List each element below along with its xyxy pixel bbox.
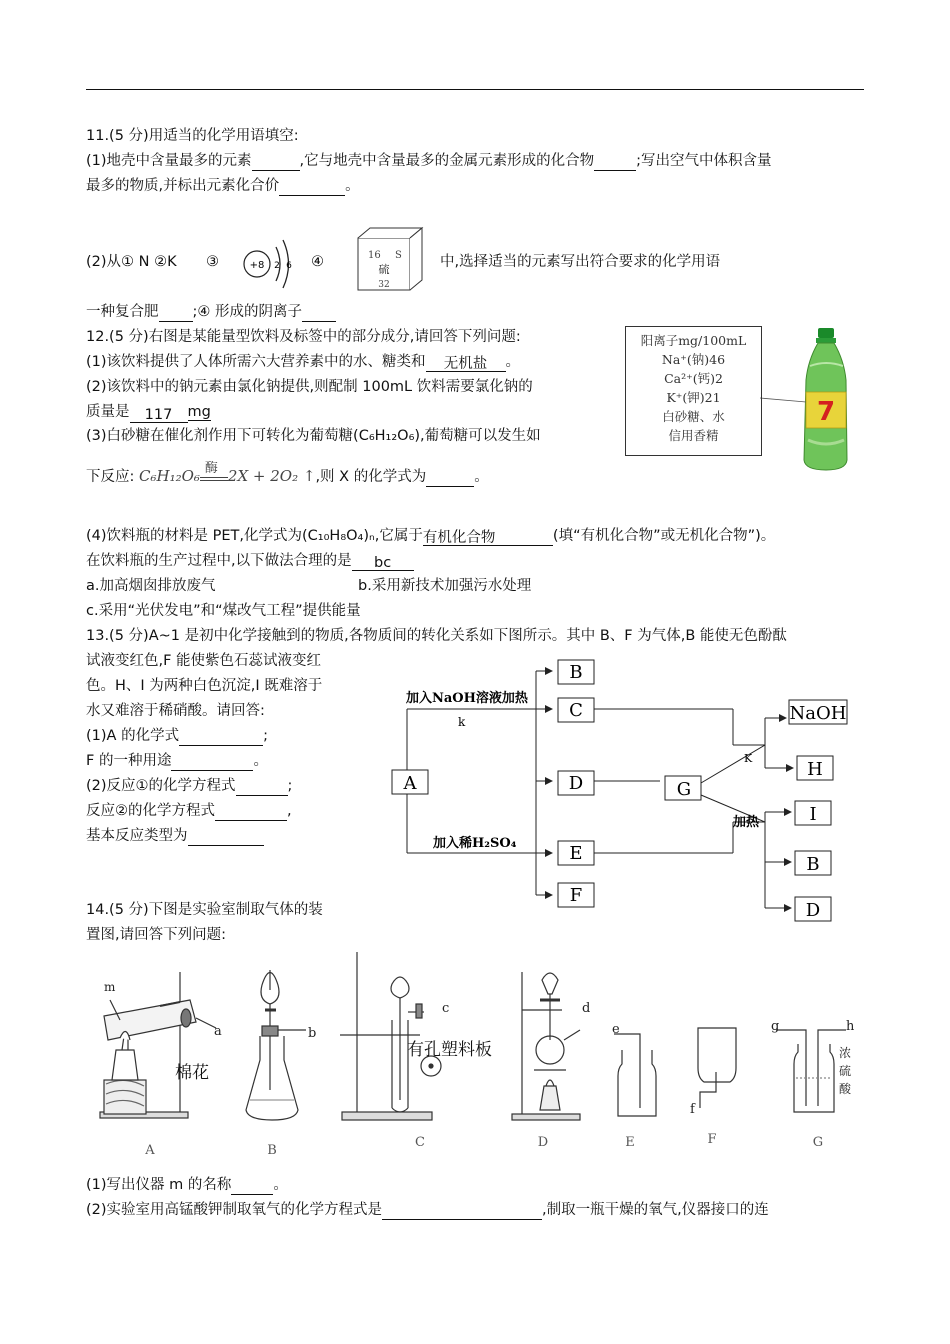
q14-part2: (2)实验室用高锰酸钾制取氧气的化学方程式是 ,制取一瓶干燥的氧气,仪器接口的连 xyxy=(86,1202,769,1218)
label-b: b xyxy=(308,1026,317,1041)
blank xyxy=(171,753,253,771)
label-acid-1: 浓 xyxy=(839,1046,852,1060)
label-plate: 有孔塑料板 xyxy=(407,1040,492,1060)
node-b2-label: B xyxy=(806,854,820,875)
drink-bottle xyxy=(760,328,847,470)
q12-part2-b: 质量是 117 mg xyxy=(86,404,211,423)
periodic-cell xyxy=(358,228,422,290)
q12-part4-a: (4)饮料瓶的材料是 PET,化学式为(C₁₀H₈O₄)ₙ,它属于有机化合物 (填“有机化合物”或无机化合物”)。 xyxy=(86,528,776,546)
label-e: e xyxy=(612,1022,620,1037)
drink-label xyxy=(625,326,762,456)
q13-line-5: (1)A 的化学式 ; xyxy=(86,728,268,744)
label-m: m xyxy=(104,980,116,994)
node-b-label: B xyxy=(569,662,583,683)
q13-line-4: 水又难溶于稀硝酸。请回答: xyxy=(86,703,265,719)
q13-line-9: 基本反应类型为 xyxy=(86,826,264,846)
label-acid-3: 酸 xyxy=(839,1082,852,1096)
caption-a: A xyxy=(145,1143,155,1158)
node-e-label: E xyxy=(569,843,583,864)
q12-part4-b: 在饮料瓶的生产过程中,以下做法合理的是 bc xyxy=(86,551,414,571)
blank xyxy=(215,803,287,821)
q13-line-3: 色。H、I 为两种白色沉淀,I 既难溶于 xyxy=(86,678,323,694)
atom-shell-1: 2 xyxy=(274,261,280,271)
q12-option-c: c.采用“光伏发电”和“煤改气工程”提供能量 xyxy=(86,603,361,619)
blank xyxy=(236,778,288,796)
blank xyxy=(382,1202,542,1220)
blank xyxy=(179,728,263,746)
q13-flow-diagram xyxy=(392,660,847,921)
label-line-3: Ca²⁺(钙)2 xyxy=(664,371,723,386)
node-i-label: I xyxy=(809,804,817,825)
label-line-5: 白砂糖、水 xyxy=(662,409,725,424)
label-line-2: Na⁺(钠)46 xyxy=(661,352,726,367)
label-acid-2: 硫 xyxy=(839,1064,852,1078)
apparatus-d xyxy=(512,972,580,1120)
atom-structure-diagram xyxy=(244,240,292,288)
node-f-label: F xyxy=(569,885,583,906)
q13-line-8: 反应②的化学方程式 , xyxy=(86,803,292,819)
bottle-logo: 7 xyxy=(816,397,836,427)
q12-part1: (1)该饮料提供了人体所需六大营养素中的水、糖类和 无机盐 。 xyxy=(86,354,521,372)
atom-shell-2: 6 xyxy=(286,261,292,271)
q13-line-6: F 的一种用途 。 xyxy=(86,753,268,769)
cond-heat: 加热 xyxy=(733,815,760,830)
q12-option-b: b.采用新技术加强污水处理 xyxy=(358,578,532,594)
cell-number: 16 xyxy=(368,250,381,261)
apparatus-f xyxy=(698,1028,736,1108)
cell-symbol: S xyxy=(395,250,402,261)
q12-answer-4: 有机化合物 xyxy=(423,528,553,546)
node-d-label: D xyxy=(568,773,584,794)
atom-nucleus: +8 xyxy=(249,260,265,271)
caption-b: B xyxy=(267,1143,277,1158)
option-4-label: ④ xyxy=(311,254,324,270)
blank xyxy=(231,1177,273,1195)
node-g-label: G xyxy=(676,779,692,800)
caption-g: G xyxy=(812,1135,824,1150)
q12-part2-a: (2)该饮料中的钠元素由氯化钠提供,则配制 100mL 饮料需要氯化钠的 xyxy=(86,379,533,395)
cond-h2so4: 加入稀H₂SO₄ xyxy=(433,836,517,851)
blank xyxy=(302,304,336,322)
blank xyxy=(188,828,264,846)
apparatus-b xyxy=(246,970,306,1120)
caption-c: C xyxy=(415,1135,425,1150)
node-h-label: H xyxy=(807,759,823,780)
q14-line-2: 置图,请回答下列问题: xyxy=(86,927,226,943)
label-line-1: 阳离子mg/100mL xyxy=(640,333,747,348)
q12-part3-a: (3)白砂糖在催化剂作用下可转化为葡萄糖(C₆H₁₂O₆),葡萄糖可以发生如 xyxy=(86,428,541,444)
node-naoh-label: NaOH xyxy=(789,703,847,724)
q12-option-a: a.加高烟囱排放废气 xyxy=(86,578,216,594)
label-cotton: 棉花 xyxy=(175,1063,209,1083)
equation-right: 2X + 2O₂ ↑ xyxy=(227,467,316,485)
q12-answer-5: bc xyxy=(352,553,414,571)
q13-line-7: (2)反应①的化学方程式 ; xyxy=(86,778,293,794)
q13-line-1: 13.(5 分)A~1 是初中化学接触到的物质,各物质间的转化关系如下图所示。其中 B、F 为气体,B 能使无色酚酞 xyxy=(86,628,787,644)
node-d2-label: D xyxy=(805,900,821,921)
cond-k: k xyxy=(458,715,466,729)
equation-arrow: 酶 xyxy=(200,477,228,487)
q12-answer-2: 117 xyxy=(130,405,188,423)
cond-naoh: 加入NaOH溶液加热 xyxy=(406,691,528,706)
blank xyxy=(159,304,193,322)
label-f: f xyxy=(690,1102,695,1117)
cell-name: 硫 xyxy=(378,263,390,276)
option-3-label: ③ xyxy=(206,254,219,270)
label-d: d xyxy=(582,1001,591,1016)
q14-part1: (1)写出仪器 m 的名称 。 xyxy=(86,1177,288,1193)
caption-e: E xyxy=(625,1135,635,1150)
q14-line-1: 14.(5 分)下图是实验室制取气体的装 xyxy=(86,902,323,918)
q13-line-2: 试液变红色,F 能使紫色石蕊试液变红 xyxy=(86,653,322,669)
q11-title: 11.(5 分)用适当的化学用语填空: xyxy=(86,128,299,144)
node-a-label: A xyxy=(403,773,417,794)
q12-part3-b: 下反应: C₆H₁₂O₆ 酶 2X + 2O₂ ↑,则 X 的化学式为 。 xyxy=(86,461,489,485)
label-h: h xyxy=(846,1019,855,1034)
apparatus-g xyxy=(776,1030,846,1112)
q11-part1-line1: (1)地壳中含量最多的元素 ,它与地壳中含量最多的金属元素形成的化合物 ;写出空气中体积含量 xyxy=(86,153,772,169)
node-c-label: C xyxy=(569,700,583,721)
caption-d: D xyxy=(537,1135,549,1150)
cell-mass: 32 xyxy=(378,280,390,290)
cond-k2: K xyxy=(744,752,753,765)
q12-title: 12.(5 分)右图是某能量型饮料及标签中的部分成分,请回答下列问题: xyxy=(86,329,521,345)
q11-part2-rest: 中,选择适当的元素写出符合要求的化学用语 xyxy=(440,254,721,270)
label-g: g xyxy=(771,1019,780,1034)
apparatus-e xyxy=(614,1034,656,1116)
label-line-6: 信用香精 xyxy=(668,428,719,443)
equation-left: C₆H₁₂O₆ xyxy=(139,467,200,485)
apparatus-a xyxy=(100,972,216,1118)
q11-part2-tail: 一种复合肥 ;④ 形成的阴离子 xyxy=(86,302,336,322)
q11-part2-from: (2)从① N ②K xyxy=(86,254,177,270)
q11-part1-line2: 最多的物质,并标出元素化合价 。 xyxy=(86,178,360,194)
label-line-4: K⁺(钾)21 xyxy=(666,390,721,405)
blank xyxy=(426,469,474,487)
q12-answer-1: 无机盐 xyxy=(426,354,506,372)
label-a: a xyxy=(214,1024,222,1039)
caption-f: F xyxy=(707,1132,717,1147)
label-c: c xyxy=(442,1001,450,1016)
